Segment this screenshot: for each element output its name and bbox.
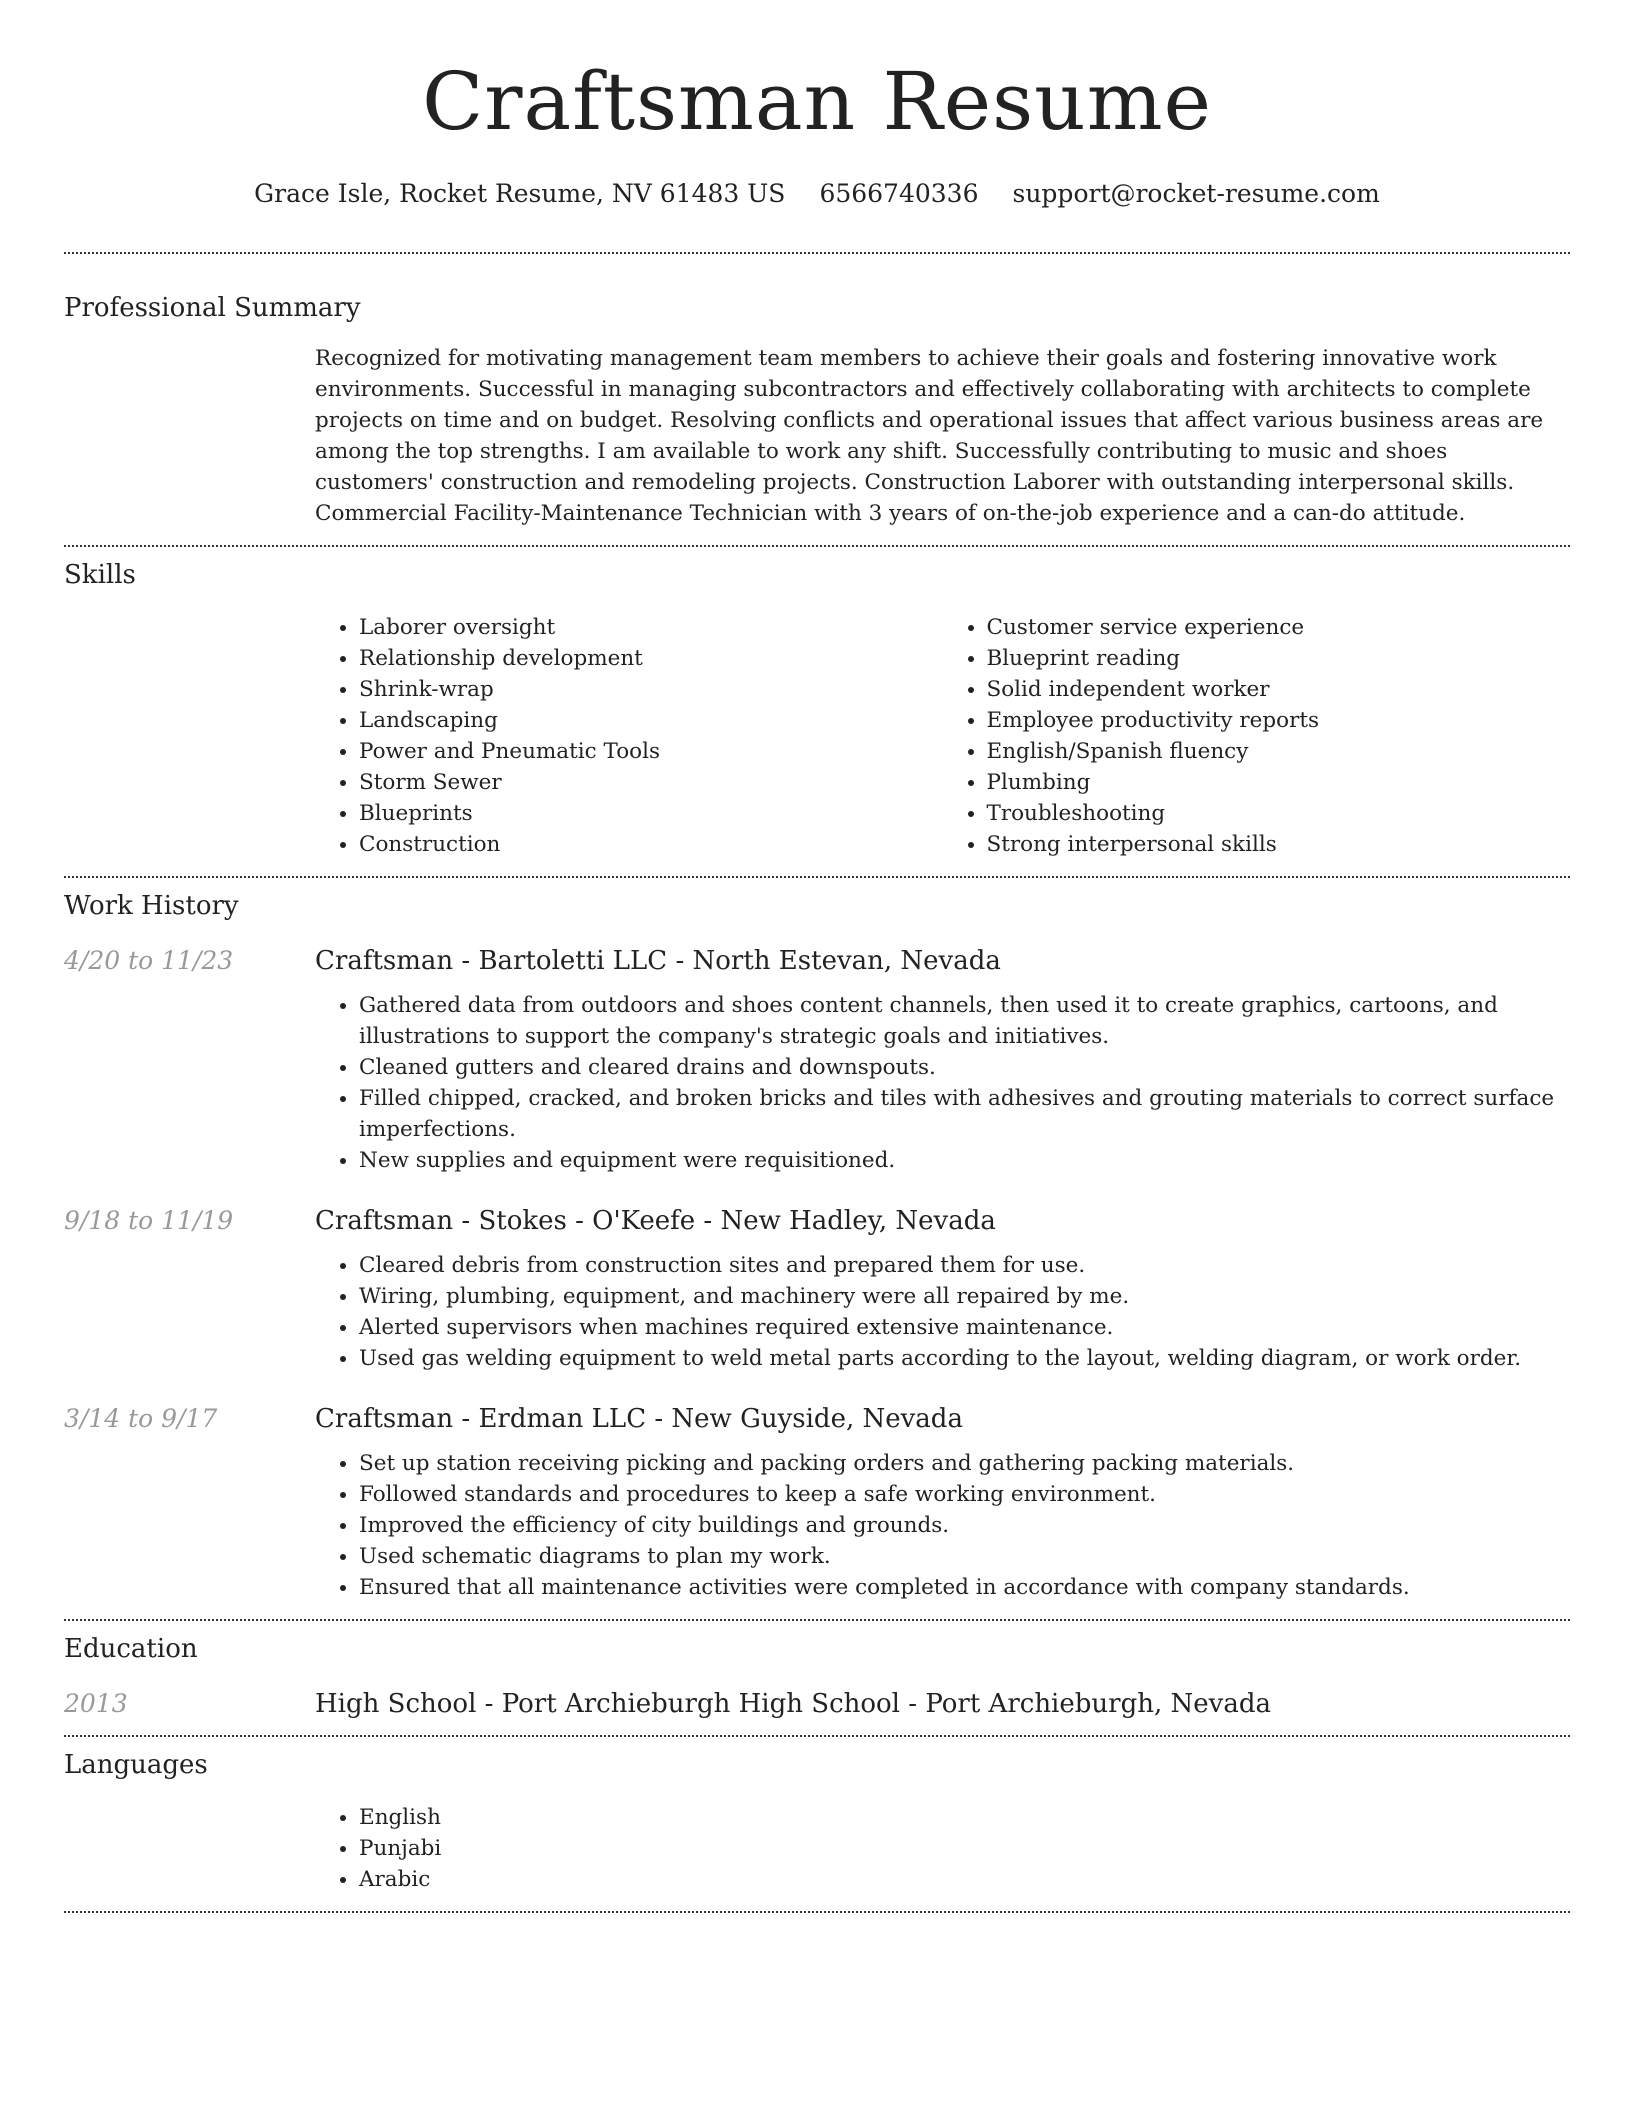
skill-item: • Solid independent worker: [987, 674, 1571, 705]
job-bullets: [315, 1448, 1570, 1603]
section-title-work: Work History: [64, 891, 239, 921]
languages-list: [315, 1802, 1570, 1895]
skill-item: • Laborer oversight: [359, 612, 943, 643]
job-bullet: • New supplies and equipment were requisitioned.: [359, 1145, 1570, 1176]
job-bullets: [315, 1250, 1570, 1374]
summary-section: [64, 254, 1570, 529]
skill-item: • Storm Sewer: [359, 767, 943, 798]
skill-item: • English/Spanish fluency: [987, 736, 1571, 767]
divider: [64, 1911, 1570, 1913]
skills-section: [64, 547, 1570, 860]
job-bullet: • Cleaned gutters and cleared drains and downspouts.: [359, 1052, 1570, 1083]
job-bullet: • Gathered data from outdoors and shoes content channels, then used it to create graphics, cartoons, and illustrations to support the company's strategic goals and initiatives.: [359, 990, 1570, 1052]
job-bullet: • Cleared debris from construction sites and prepared them for use.: [359, 1250, 1570, 1281]
education-entry: [64, 1689, 1570, 1719]
job-bullet: • Used schematic diagrams to plan my work.: [359, 1541, 1570, 1572]
job-bullet: • Ensured that all maintenance activities were completed in accordance with company standards.: [359, 1572, 1570, 1603]
job-heading: Craftsman - Erdman LLC - New Guyside, Nevada: [315, 1404, 963, 1434]
language-item: • English: [359, 1802, 1570, 1833]
job-bullet: • Filled chipped, cracked, and broken bricks and tiles with adhesives and grouting materials to correct surface imperfections.: [359, 1083, 1570, 1145]
skill-item: • Employee productivity reports: [987, 705, 1571, 736]
contact-email: support@rocket-resume.com: [1012, 179, 1380, 208]
section-title-summary: Professional Summary: [64, 293, 361, 323]
languages-section: [64, 1737, 1570, 1895]
resume-title: Craftsman Resume: [422, 55, 1212, 148]
contact-line: [64, 174, 1570, 214]
skills-list-left: [315, 612, 943, 860]
job-bullet: • Wiring, plumbing, equipment, and machinery were all repaired by me.: [359, 1281, 1570, 1312]
section-title-education: Education: [64, 1634, 198, 1664]
skill-item: • Blueprint reading: [987, 643, 1571, 674]
job-bullets: [315, 990, 1570, 1176]
job-heading: Craftsman - Bartoletti LLC - North Estevan, Nevada: [315, 946, 1001, 976]
job-dates: 4/20 to 11/23: [64, 946, 234, 975]
job-dates: 3/14 to 9/17: [64, 1404, 218, 1433]
job-entry: [64, 1206, 1570, 1374]
language-item: • Punjabi: [359, 1833, 1570, 1864]
job-bullet: • Improved the efficiency of city buildings and grounds.: [359, 1510, 1570, 1541]
skill-item: • Relationship development: [359, 643, 943, 674]
education-year: 2013: [64, 1689, 128, 1718]
skill-item: • Plumbing: [987, 767, 1571, 798]
summary-text: Recognized for motivating management team members to achieve their goals and fostering innovative work environments. Successful in managing subcontractors and effectively collaborating with architects to complete projects on time and on budget. Resolving conflicts and operational issues that affect various business areas are among the top strengths. I am available to work any shift. Successfully contributing to music and shoes customers' construction and remodeling projects. Construction Laborer with outstanding interpersonal skills. Commercial Facility-Maintenance Technician with 3 years of on-the-job experience and a can-do attitude.: [315, 346, 1544, 526]
job-bullet: • Used gas welding equipment to weld metal parts according to the layout, welding diagram, or work order.: [359, 1343, 1570, 1374]
job-bullet: • Followed standards and procedures to keep a safe working environment.: [359, 1479, 1570, 1510]
education-section: [64, 1621, 1570, 1719]
job-bullet: • Alerted supervisors when machines required extensive maintenance.: [359, 1312, 1570, 1343]
job-entry: [64, 1404, 1570, 1603]
work-section: [64, 878, 1570, 1603]
job-bullet: • Set up station receiving picking and packing orders and gathering packing materials.: [359, 1448, 1570, 1479]
skill-item: • Strong interpersonal skills: [987, 829, 1571, 860]
job-dates: 9/18 to 11/19: [64, 1206, 234, 1235]
contact-phone: 6566740336: [819, 179, 979, 208]
skill-item: • Power and Pneumatic Tools: [359, 736, 943, 767]
job-entry: [64, 946, 1570, 1176]
skill-item: • Troubleshooting: [987, 798, 1571, 829]
skill-item: • Shrink-wrap: [359, 674, 943, 705]
skills-list-right: [943, 612, 1571, 860]
skill-item: • Landscaping: [359, 705, 943, 736]
section-title-skills: Skills: [64, 560, 136, 590]
language-item: • Arabic: [359, 1864, 1570, 1895]
skill-item: • Customer service experience: [987, 612, 1571, 643]
section-title-languages: Languages: [64, 1750, 208, 1780]
skill-item: • Blueprints: [359, 798, 943, 829]
skill-item: • Construction: [359, 829, 943, 860]
job-heading: Craftsman - Stokes - O'Keefe - New Hadley, Nevada: [315, 1206, 996, 1236]
resume-page: [64, 0, 1570, 1913]
education-heading: High School - Port Archieburgh High School - Port Archieburgh, Nevada: [315, 1689, 1271, 1719]
contact-address: Grace Isle, Rocket Resume, NV 61483 US: [254, 179, 786, 208]
